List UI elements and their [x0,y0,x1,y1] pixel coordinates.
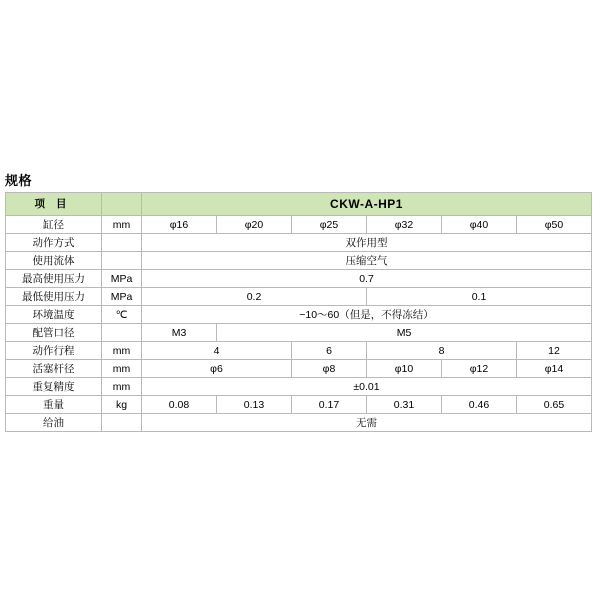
table-cell: ±0.01 [142,378,592,396]
table-cell: φ40 [442,216,517,234]
table-row [6,414,592,432]
table-cell: φ10 [367,360,442,378]
table-cell: 压缩空气 [142,252,592,270]
table-row [6,252,592,270]
table-cell: M3 [142,324,217,342]
row-unit: mm [102,342,142,360]
row-unit: kg [102,396,142,414]
table-row [6,396,592,414]
row-unit: mm [102,216,142,234]
table-row [6,324,592,342]
table-cell: φ12 [442,360,517,378]
header-unit-label [102,193,142,216]
table-row [6,288,592,306]
table-cell: 0.13 [217,396,292,414]
table-row [6,216,592,234]
table-cell: 0.65 [517,396,592,414]
row-label: 使用流体 [6,252,102,270]
row-label: 活塞杆径 [6,360,102,378]
row-unit: ℃ [102,306,142,324]
table-cell: 双作用型 [142,234,592,252]
row-label: 重量 [6,396,102,414]
table-header-row [6,193,592,216]
row-label: 动作方式 [6,234,102,252]
table-cell: φ20 [217,216,292,234]
table-row [6,378,592,396]
table-cell: φ6 [142,360,292,378]
table-cell: 0.08 [142,396,217,414]
row-unit: mm [102,360,142,378]
table-cell: 无需 [142,414,592,432]
row-unit: MPa [102,270,142,288]
table-cell: φ50 [517,216,592,234]
row-label: 最低使用压力 [6,288,102,306]
row-unit [102,252,142,270]
row-label: 最高使用压力 [6,270,102,288]
table-cell: φ16 [142,216,217,234]
table-cell: 4 [142,342,292,360]
specifications-table [5,192,592,432]
table-row [6,342,592,360]
table-cell: 0.17 [292,396,367,414]
table-cell: 12 [517,342,592,360]
table-cell: φ14 [517,360,592,378]
table-cell: 0.2 [142,288,367,306]
table-cell: 6 [292,342,367,360]
row-unit [102,324,142,342]
row-unit: mm [102,378,142,396]
row-unit: MPa [102,288,142,306]
table-cell: 0.1 [367,288,592,306]
table-body [6,193,592,432]
row-label: 动作行程 [6,342,102,360]
row-label: 重复精度 [6,378,102,396]
row-label: 环境温度 [6,306,102,324]
table-cell: φ8 [292,360,367,378]
row-unit [102,414,142,432]
row-label: 缸径 [6,216,102,234]
table-cell: −10～60（但是，不得冻结） [142,306,592,324]
row-unit [102,234,142,252]
table-row [6,234,592,252]
table-row [6,360,592,378]
table-cell: 0.7 [142,270,592,288]
table-cell: 0.46 [442,396,517,414]
row-label: 配管口径 [6,324,102,342]
table-cell: 8 [367,342,517,360]
table-cell: φ32 [367,216,442,234]
table-cell: φ25 [292,216,367,234]
table-cell: 0.31 [367,396,442,414]
header-model-label: CKW-A-HP1 [142,193,592,216]
page-title: 规格 [5,173,33,188]
row-label: 给油 [6,414,102,432]
table-cell: M5 [217,324,592,342]
table-row [6,306,592,324]
header-item-label: 项 目 [6,193,102,216]
table-row [6,270,592,288]
